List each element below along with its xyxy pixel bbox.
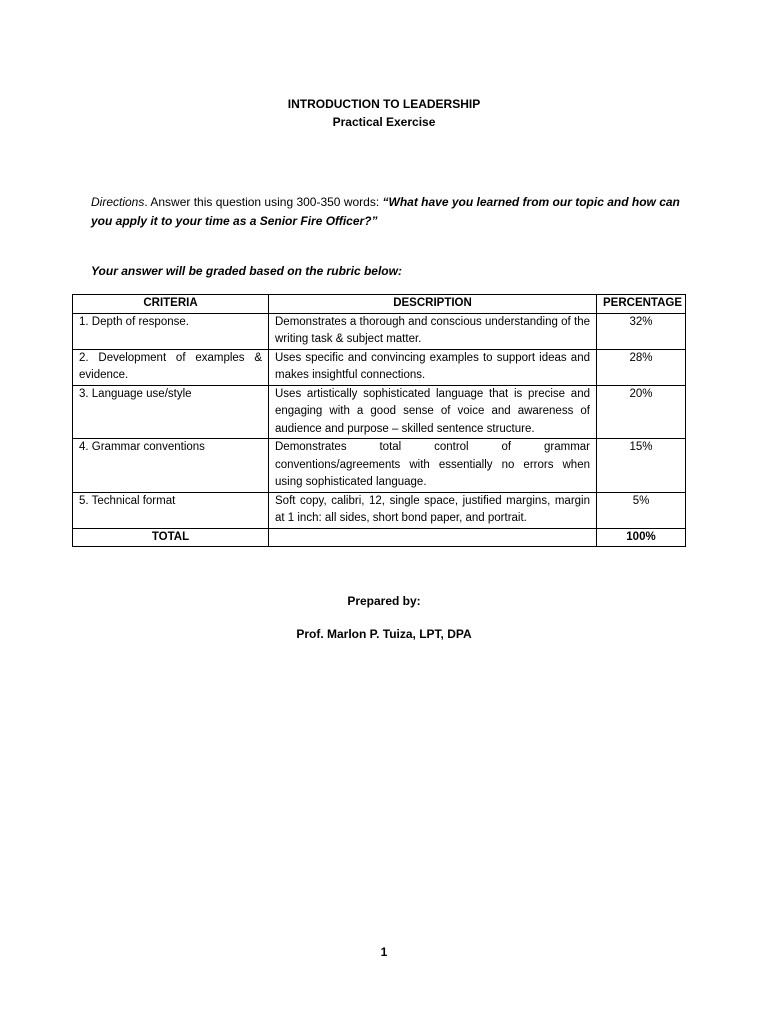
total-row [73, 528, 686, 547]
document-subtitle: Practical Exercise [332, 115, 436, 129]
description-cell: Soft copy, calibri, 12, single space, justified margins, margin at 1 inch: all sides, short bond paper, and portrait. [269, 492, 597, 528]
total-percentage: 100% [597, 528, 686, 547]
preparer-name: Prof. Marlon P. Tuiza, LPT, DPA [296, 627, 472, 641]
rubric-table [72, 294, 686, 547]
criteria-cell: 1. Depth of response. [73, 313, 269, 349]
description-cell: Demonstrates a thorough and conscious understanding of the writing task & subject matter. [269, 313, 597, 349]
description-cell: Demonstrates total control of grammar conventions/agreements with essentially no errors when using sophisticated language. [269, 439, 597, 493]
rubric-header-row [73, 295, 686, 314]
percentage-cell: 32% [597, 313, 686, 349]
percentage-cell: 28% [597, 349, 686, 385]
directions-question: “What have you learned from our topic and how can you apply it to your time as a Senior Fire Officer?” [91, 195, 680, 228]
directions-paragraph [91, 193, 691, 231]
table-row [73, 492, 686, 528]
percentage-cell: 5% [597, 492, 686, 528]
percentage-cell: 15% [597, 439, 686, 493]
criteria-cell: 3. Language use/style [73, 385, 269, 439]
table-row [73, 313, 686, 349]
directions-label: Directions [91, 195, 145, 209]
table-row [73, 439, 686, 493]
percentage-header: PERCENTAGE [597, 295, 686, 314]
description-cell: Uses specific and convincing examples to support ideas and makes insightful connections. [269, 349, 597, 385]
page-number: 1 [380, 945, 388, 959]
directions-instruction: . Answer this question using 300-350 words: [144, 195, 383, 209]
prepared-by-label: Prepared by: [347, 594, 421, 608]
criteria-cell: 5. Technical format [73, 492, 269, 528]
description-cell: Uses artistically sophisticated language that is precise and engaging with a good sense of voice and awareness of audience and purpose – skilled sentence structure. [269, 385, 597, 439]
document-title: INTRODUCTION TO LEADERSHIP [287, 97, 481, 111]
table-row [73, 349, 686, 385]
title-block [0, 95, 768, 131]
percentage-cell: 20% [597, 385, 686, 439]
grading-note: Your answer will be graded based on the rubric below: [91, 264, 402, 278]
table-row [73, 385, 686, 439]
total-description [269, 528, 597, 547]
total-label: TOTAL [73, 528, 269, 547]
description-header: DESCRIPTION [269, 295, 597, 314]
criteria-cell: 2. Development of examples & evidence. [73, 349, 269, 385]
criteria-cell: 4. Grammar conventions [73, 439, 269, 493]
criteria-header: CRITERIA [73, 295, 269, 314]
